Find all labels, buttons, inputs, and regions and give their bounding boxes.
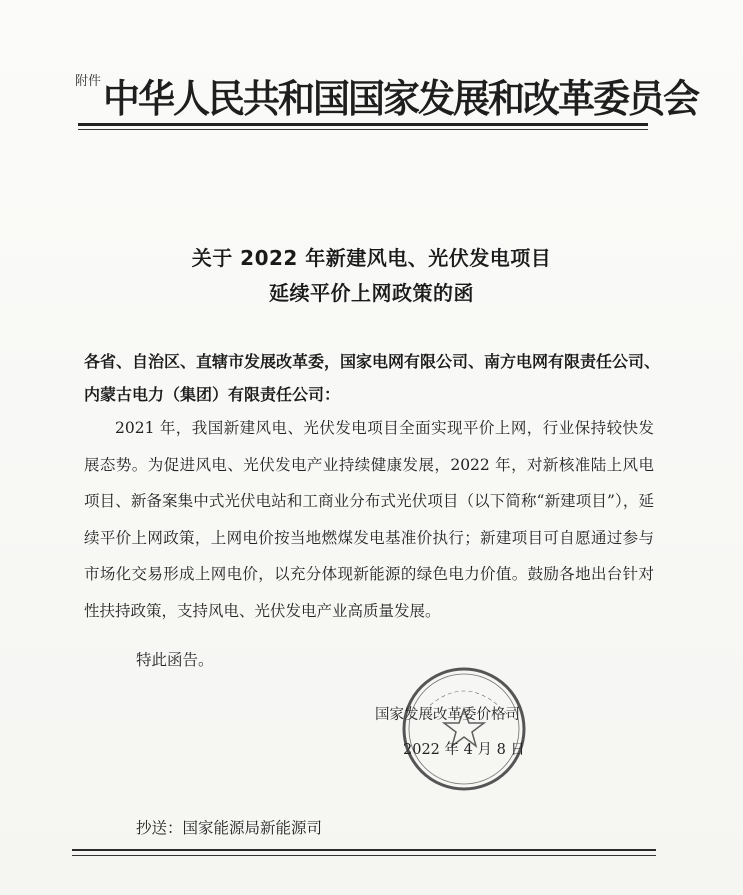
body-paragraph: 2021 年，我国新建风电、光伏发电项目全面实现平价上网，行业保持较快发展态势。为促进风电、光伏发电产业持续健康发展，2022 年，对新核准陆上风电项目、新备案集中式光伏电站和工商业分布式光伏项目（以下简称“新建项目”），延续平价上网政策，上网电价按当地燃煤发电基准价执行；新建项目可自愿通过参与市场化交易形成上网电价，以充分体现新能源的绿色电力价值。鼓励各地出台针对性扶持政策，支持风电、光伏发电产业高质量发展。 <box>84 419 654 620</box>
header-rule-thin <box>78 129 648 130</box>
signing-date: 2022 年 4 月 8 日 <box>403 742 525 758</box>
issuing-authority: 中华人民共和国国家发展和改革委员会 <box>103 76 698 122</box>
header-rule-thick <box>78 123 648 126</box>
closing-remark: 特此函告。 <box>136 651 214 669</box>
document-title-line2: 延续平价上网政策的函 <box>269 281 474 305</box>
recipients: 各省、自治区、直辖市发展改革委，国家电网有限公司、南方电网有限责任公司、内蒙古电力（集团）有限责任公司： <box>84 352 661 404</box>
footer-rule-bottom <box>72 855 656 856</box>
signing-department: 国家发展改革委价格司 <box>375 707 520 723</box>
footer-rule-top <box>72 849 656 851</box>
official-seal-icon <box>400 665 528 793</box>
document-body <box>84 410 654 629</box>
document-title-line1: 关于 2022 年新建风电、光伏发电项目 <box>191 246 552 270</box>
cc-line: 抄送：国家能源局新能源司 <box>136 819 323 837</box>
attachment-label: 附件 <box>75 74 102 89</box>
